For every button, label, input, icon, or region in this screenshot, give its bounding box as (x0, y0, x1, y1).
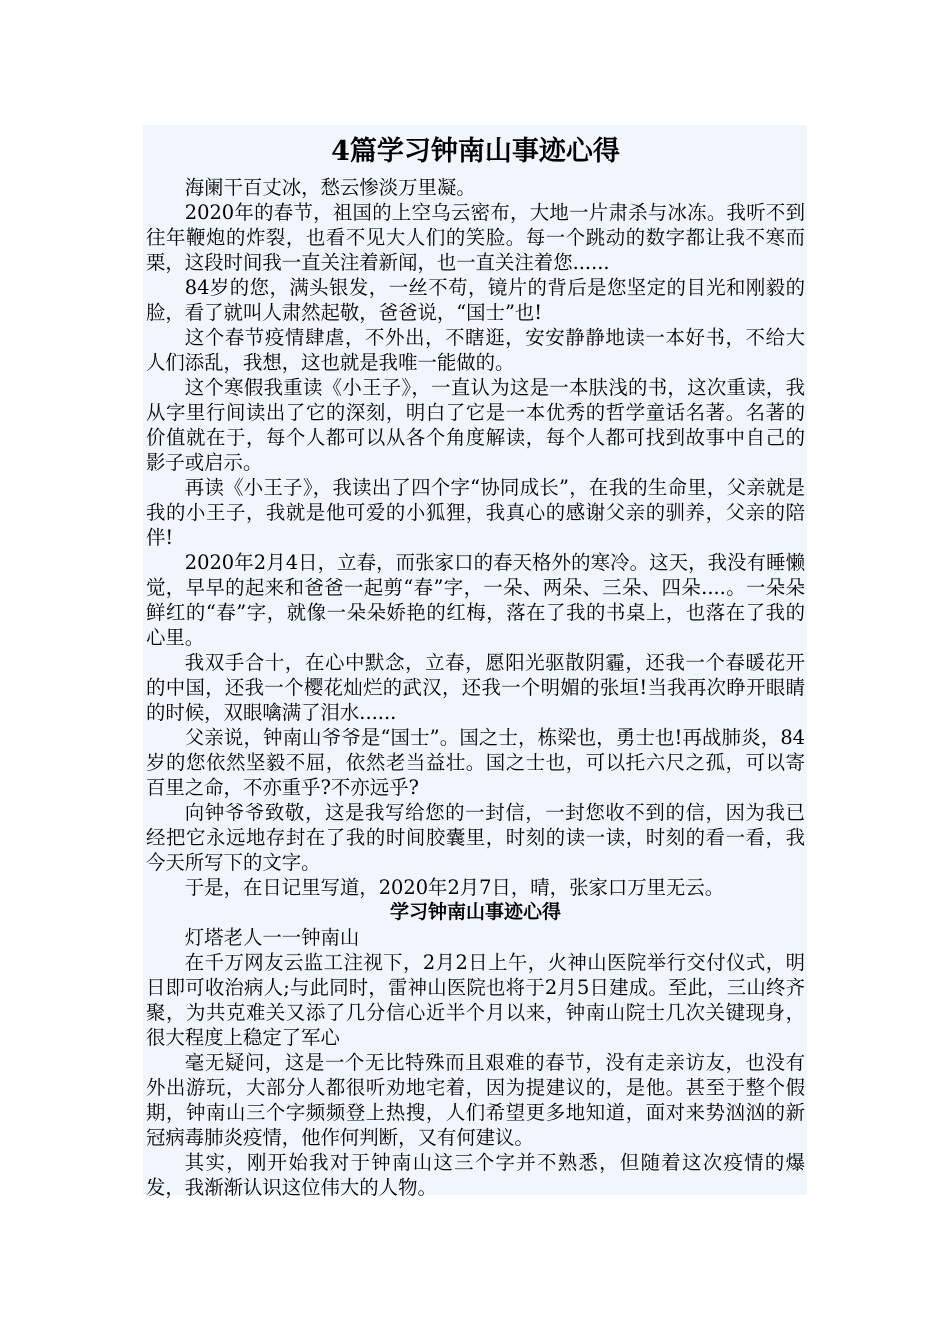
document-page (143, 125, 807, 1199)
paragraph: 2020年2月4日，立春，而张家口的春天格外的寒冷。这天，我没有睡懒觉，早早的起来和爸爸一起剪“春”字，一朵、两朵、三朵、四朵....。一朵朵鲜红的“春”字，就像一朵朵娇艳的红梅，落在了我的书桌上，也落在了我的心里。 (146, 551, 805, 649)
paragraph: 2020年的春节，祖国的上空乌云密布，大地一片肃杀与冰冻。我听不到往年鞭炮的炸裂，也看不见大人们的笑脸。每一个跳动的数字都让我不寒而栗，这段时间我一直关注着新闻，也一直关注着您...... (146, 201, 805, 274)
paragraph: 我双手合十，在心中默念，立春，愿阳光驱散阴霾，还我一个春暖花开的中国，还我一个樱花灿烂的武汉，还我一个明媚的张垣!当我再次睁开眼睛的时候，双眼噙满了泪水...... (146, 651, 805, 724)
paragraph: 于是，在日记里写道，2020年2月7日，晴，张家口万里无云。 (184, 876, 725, 899)
paragraph: 父亲说，钟南山爷爷是“国士”。国之士，栋梁也，勇士也!再战肺炎，84岁的您依然坚毅不屈，依然老当益壮。国之士也，可以托六尺之孤，可以寄百里之命，不亦重乎?不亦远乎? (146, 726, 805, 799)
paragraph: 这个寒假我重读《小王子》，一直认为这是一本肤浅的书，这次重读，我从字里行间读出了它的深刻，明白了它是一本优秀的哲学童话名著。名著的价值就在于，每个人都可以从各个角度解读，每个人都可找到故事中自己的影子或启示。 (146, 376, 805, 474)
paragraph: 在千万网友云监工注视下，2月2日上午，火神山医院举行交付仪式，明日即可收治病人;与此同时，雷神山医院也将于2月5日建成。至此，三山终齐聚，为共克难关又添了几分信心近半个月以来，钟南山院士几次关键现身，很大程度上稳定了军心 (146, 951, 805, 1049)
document-title: 4篇学习钟南山事迹心得 (331, 136, 620, 167)
paragraph: 84岁的您，满头银发，一丝不苟，镜片的背后是您坚定的目光和刚毅的脸，看了就叫人肃然起敬，爸爸说，“国士”也! (146, 276, 805, 324)
paragraph: 海阑干百丈冰，愁云惨淡万里凝。 (184, 176, 476, 199)
paragraph: 毫无疑问，这是一个无比特殊而且艰难的春节，没有走亲访友，也没有外出游玩，大部分人都很听劝地宅着，因为提建议的，是他。甚至于整个假期，钟南山三个字频频登上热搜，人们希望更多地知道，面对来势汹汹的新冠病毒肺炎疫情，他作何判断，又有何建议。 (146, 1051, 805, 1149)
section-subtitle: 学习钟南山事迹心得 (389, 901, 561, 923)
paragraph: 这个春节疫情肆虐，不外出，不瞎逛，安安静静地读一本好书，不给大人们添乱，我想，这也就是我唯一能做的。 (146, 326, 805, 374)
paragraph: 灯塔老人一一钟南山 (184, 926, 360, 949)
paragraph: 向钟爷爷致敬，这是我写给您的一封信，一封您收不到的信，因为我已经把它永远地存封在了我的时间胶囊里，时刻的读一读，时刻的看一看，我今天所写下的文字。 (146, 801, 805, 874)
paragraph: 其实，刚开始我对于钟南山这三个字并不熟悉，但随着这次疫情的爆发，我渐渐认识这位伟大的人物。 (146, 1151, 805, 1199)
paragraph: 再读《小王子》，我读出了四个字“协同成长”，在我的生命里，父亲就是我的小王子，我就是他可爱的小狐狸，我真心的感谢父亲的驯养，父亲的陪伴! (146, 476, 805, 549)
